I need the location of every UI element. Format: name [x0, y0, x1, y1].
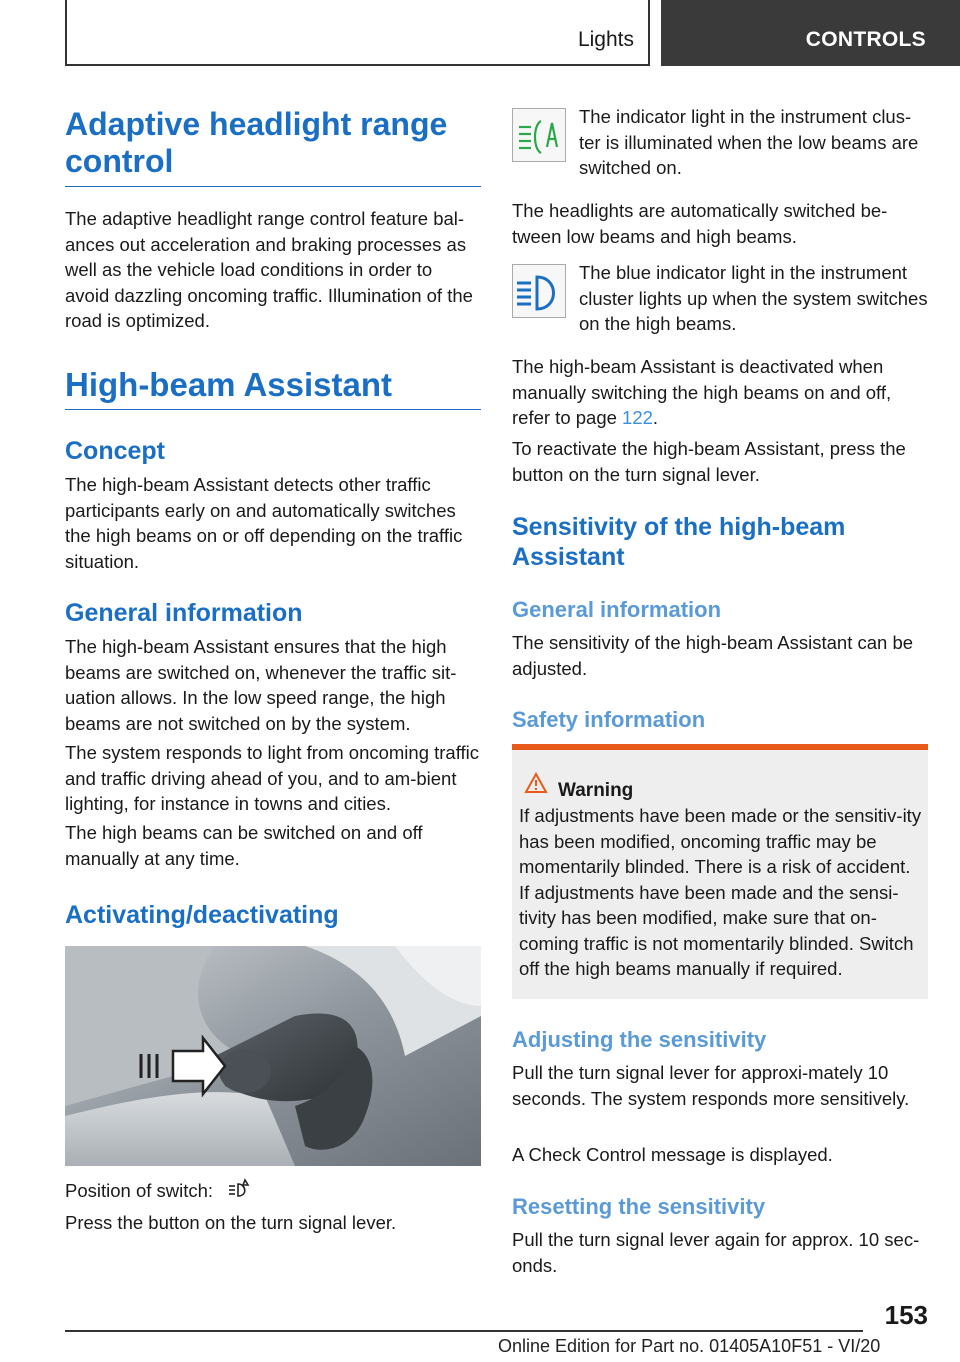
heading-adaptive-headlight: Adaptive headlight range control: [65, 106, 481, 187]
paragraph-general-3: The high beams can be switched on and off manually at any time.: [65, 822, 423, 869]
paragraph-adjusting: Pull the turn signal lever for approxi-mately 10 seconds. The system responds more sensitively.: [512, 1062, 910, 1109]
heading-resetting-sensitivity: Resetting the sensitivity: [512, 1194, 766, 1219]
paragraph-sensitivity-general: The sensitivity of the high-beam Assistant can be adjusted.: [512, 632, 914, 679]
paragraph-press-button: Press the button on the turn signal lever.: [65, 1212, 397, 1233]
paragraph-general-2: The system responds to light from oncoming traffic and traffic driving ahead of you, and to am-bient lighting, for instance in towns and cities.: [65, 742, 480, 814]
heading-adjusting-sensitivity: Adjusting the sensitivity: [512, 1027, 767, 1052]
heading-general-information-right: General information: [512, 597, 722, 622]
paragraph-general-1: The high-beam Assistant ensures that the high beams are switched on, whenever the traffic sit-uation allows. In the low speed range, the high beams are not switched on by the system.: [65, 636, 457, 734]
warning-text: If adjustments have been made or the sensitiv-ity has been modified, oncoming traffic may be momentarily blinded. There is a risk of accident. If adjustments have been made and the sensi-tivity has been modified, make sure that on-coming traffic is not momentarily blinded. Switch off the high beams manually if required.: [519, 805, 922, 979]
paragraph-concept: The high-beam Assistant detects other traffic participants early on and automatically switches the high beams on or off depending on the traffic situation.: [65, 474, 463, 572]
chapter-tab: [661, 0, 960, 66]
warning-title: Warning: [558, 780, 634, 801]
deactivated-period: .: [652, 407, 659, 428]
position-label: Position of switch:: [65, 1180, 214, 1202]
page-header: [0, 0, 960, 66]
footer-divider: [65, 1330, 863, 1332]
section-title: Lights: [577, 28, 634, 51]
heading-activating: Activating/deactivating: [65, 901, 339, 929]
page-number: 153: [884, 1300, 928, 1330]
paragraph-deactivated: [512, 354, 928, 431]
deactivated-text: The high-beam Assistant is deactivated when manually switching the high beams on and off, refer to page: [512, 356, 892, 428]
heading-sensitivity: Sensitivity of the high-beam Assistant: [512, 513, 846, 571]
high-beam-indicator-icon: [512, 264, 566, 318]
paragraph-check-control: A Check Control message is displayed.: [512, 1144, 833, 1165]
low-beam-indicator-icon: [512, 108, 566, 162]
high-beam-assistant-icon: [226, 1178, 252, 1207]
paragraph-reactivate: To reactivate the high-beam Assistant, press the button on the turn signal lever.: [512, 438, 906, 485]
paragraph-low-beam-indicator: The indicator light in the instrument clus-ter is illuminated when the low beams are switched on.: [579, 106, 919, 178]
heading-safety-information: Safety information: [512, 707, 706, 732]
heading-general-information: General information: [65, 599, 303, 627]
section-tab: [65, 0, 650, 66]
heading-concept: Concept: [65, 437, 165, 465]
warning-box: [512, 744, 928, 999]
heading-high-beam-assistant: High-beam Assistant: [65, 366, 481, 410]
turn-signal-lever-illustration: [65, 946, 481, 1166]
paragraph-resetting: Pull the turn signal lever again for approx. 10 sec-onds.: [512, 1229, 920, 1276]
chapter-title: CONTROLS: [805, 28, 926, 51]
paragraph-position-of-switch: [65, 1178, 481, 1207]
edition-info: Online Edition for Part no. 01405A10F51 - VI/20: [498, 1336, 881, 1356]
page-reference-link[interactable]: 122: [622, 407, 653, 428]
paragraph-high-beam-indicator: The blue indicator light in the instrument cluster lights up when the system switches on the high beams.: [579, 262, 928, 334]
warning-triangle-icon: [524, 772, 548, 794]
paragraph-adaptive: The adaptive headlight range control feature bal-ances out acceleration and braking processes as well as the vehicle load conditions in order to avoid dazzling oncoming traffic. Illumination of the road is optimized.: [65, 208, 473, 331]
paragraph-auto-switch: The headlights are automatically switched be-tween low beams and high beams.: [512, 200, 888, 247]
